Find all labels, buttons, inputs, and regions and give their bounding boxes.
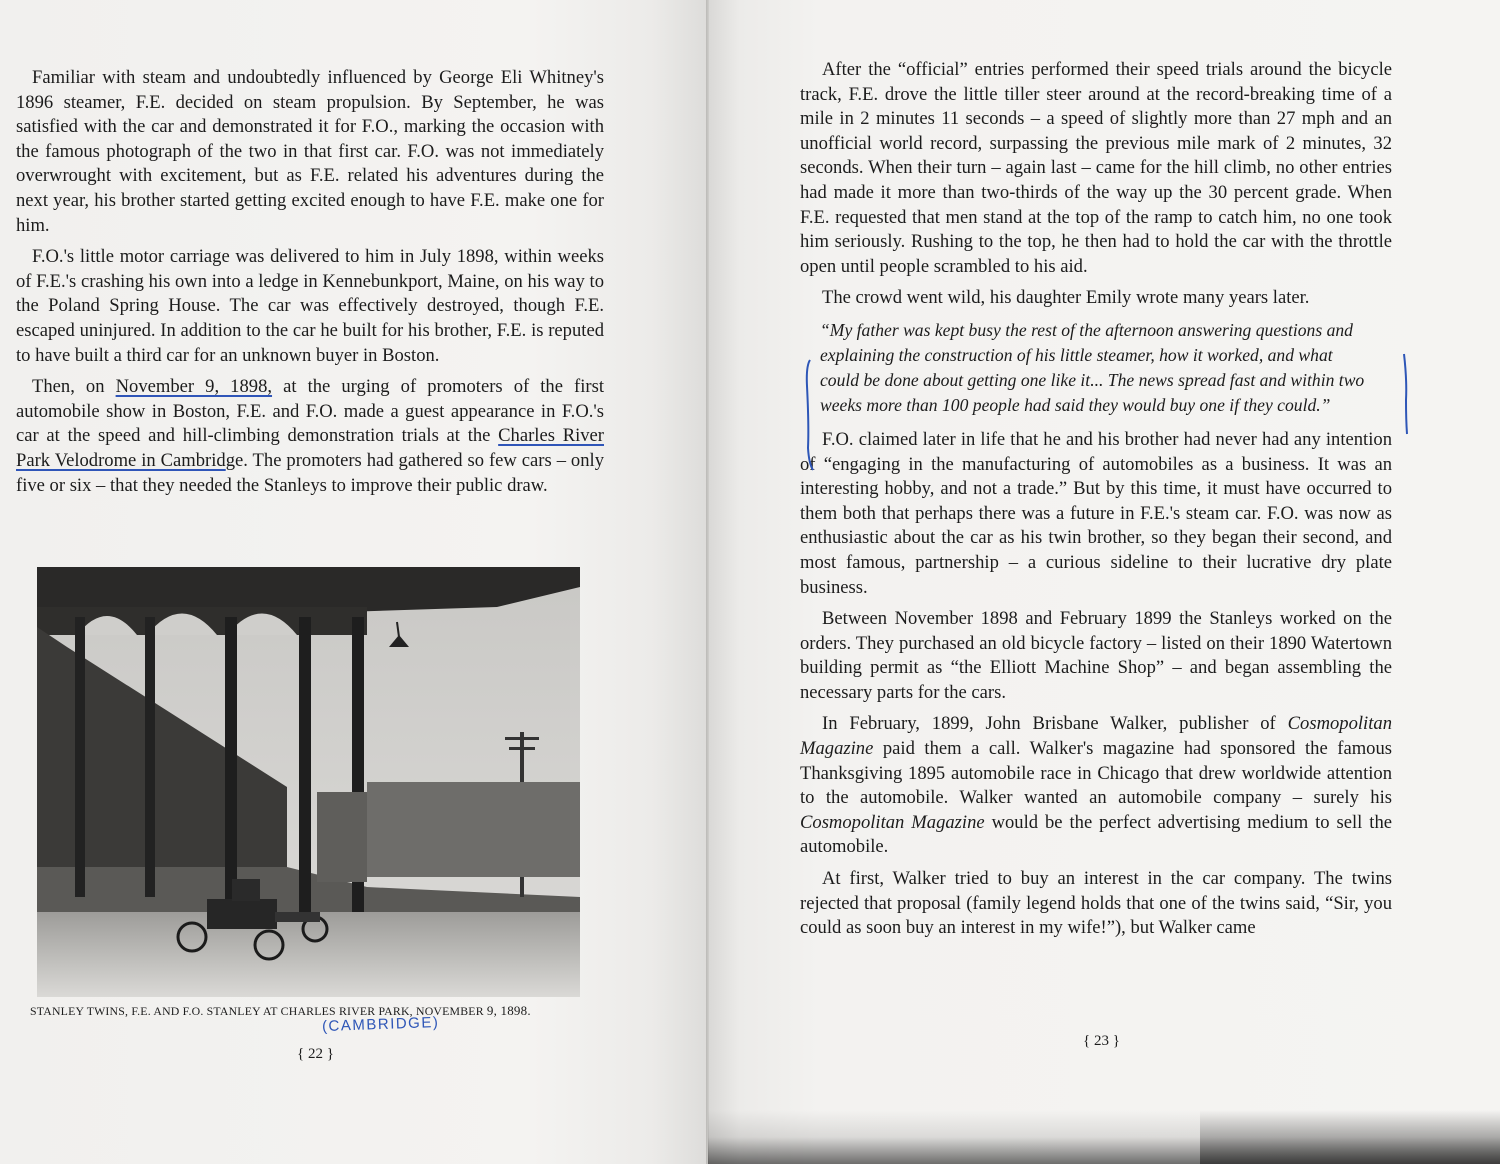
paragraph-with-underlines <box>16 375 604 498</box>
magazine-title: Cosmopolitan Magazine <box>800 811 985 833</box>
page-number-right: { 23 } <box>1083 1033 1120 1049</box>
text-span: In February, 1899, John Brisbane Walker, publisher of <box>822 713 1288 735</box>
paragraph: At first, Walker tried to buy an interest in the car company. The twins rejected that proposal (family legend holds that one of the twins said, “Sir, you could as soon buy an interest in my wife!”), but Walker came <box>800 868 1392 939</box>
text-span: would be the perfect advertising medium to sell the automobile. <box>800 811 1393 858</box>
underlined-place: Charles River Park Velodrome in Cambrid <box>16 425 604 471</box>
caption-text: STANLEY TWINS, F.E. AND F.O. STANLEY AT CHARLES RIVER PARK, NOVEMBER <box>30 1004 487 1018</box>
text-span: Then, on <box>32 376 116 398</box>
text-span: ge <box>225 449 244 471</box>
photo-caption <box>30 1003 610 1019</box>
page-number-left: { 22 } <box>297 1046 334 1062</box>
left-page-body <box>16 66 605 505</box>
caption-date: 9, 1898. <box>486 1003 531 1018</box>
underlined-date: November 9, 1898, <box>115 376 273 398</box>
pen-bracket-right <box>1398 350 1414 440</box>
left-page <box>0 0 708 1164</box>
paragraph: Familiar with steam and undoubtedly influenced by George Eli Whitney's 1896 steamer, F.E. decided on steam propulsion. By September, he was satisfied with the car and demonstrated it for F.O., marking the occasion with the famous photograph of the two in that first car. F.O. was not immediately overwrought with excitement, but as F.E. related his adventures during the next year, his brother started getting excited enough to have F.E. make one for him. <box>16 67 604 236</box>
magazine-title: Cosmopolitan Magazine <box>800 713 1392 760</box>
text-span: . The promoters had gathered so few cars – only five or six – that they needed the Stanleys to improve their public draw. <box>16 449 604 496</box>
paragraph: Between November 1898 and February 1899 the Stanleys worked on the orders. They purchased an old bicycle factory – listed on their 1890 Watertown building permit as “the Elliott Machine Shop” – and began assembling the necessary parts for the cars. <box>800 608 1392 703</box>
paragraph: After the “official” entries performed their speed trials around the bicycle track, F.E. drove the little tiller steer around at the record-breaking time of a mile in 2 minutes 11 seconds – a speed of slightly more than 27 mph and an unofficial world record, surpassing the previous mile mark of 2 minutes, 32 seconds. When their turn – again last – came for the hill climb, no other entries had made it more than two-thirds of the way up the 30 percent grade. When F.E. requested that men stand at the top of the ramp to catch him, no one took him seriously. Rushing to the top, he then had to hold the car with the throttle open until people scrambled to his aid. <box>800 59 1392 277</box>
paragraph-with-italics <box>800 712 1392 860</box>
handwritten-note: (CAMBRIDGE) <box>321 1013 440 1036</box>
velodrome-photo <box>37 567 580 997</box>
paragraph: The crowd went wild, his daughter Emily wrote many years later. <box>822 287 1310 309</box>
pen-bracket-left <box>800 356 820 476</box>
scan-shadow <box>708 1110 1500 1164</box>
velodrome-photo-art <box>37 567 580 997</box>
page-gutter <box>706 0 709 1164</box>
right-page-body <box>800 58 1392 948</box>
text-span: at the urging of promoters of the first automobile show in Boston, F.E. and F.O. made a guest appearance in F.O.'s car at the speed and hill-climbing demonstration trials at the <box>16 376 605 447</box>
paragraph: F.O.'s little motor carriage was delivered to him in July 1898, within weeks of F.E.'s crashing his own into a ledge in Kennebunkport, Maine, on his way to the Poland Spring House. The car was effectively destroyed, though F.E. escaped uninjured. In addition to the car he built for his brother, F.E. is reputed to have built a third car for an unknown buyer in Boston. <box>16 246 604 366</box>
text-span: paid them a call. Walker's magazine had sponsored the famous Thanksgiving 1895 automobile race in Chicago that drew worldwide attention to the automobile. Walker wanted an automobile company – surely his <box>800 738 1392 809</box>
block-quote: “My father was kept busy the rest of the afternoon answering questions and explaining the construction of his little steamer, how it worked, and what could be done about getting one like it... The news spread fast and within two weeks more than 100 people had said they would buy one if they could.” <box>820 319 1365 415</box>
paragraph: F.O. claimed later in life that he and his brother had never had any intention of “engaging in the manufacturing of automobiles as a business. It was an interesting hobby, and not a trade.” But by this time, it must have occurred to them both that perhaps there was a future in F.E.'s steam car. F.O. was now as enthusiastic about the car as his twin brother, so they began their second, and most famous, partnership – a curious sideline to their lucrative dry plate business. <box>800 428 1392 598</box>
